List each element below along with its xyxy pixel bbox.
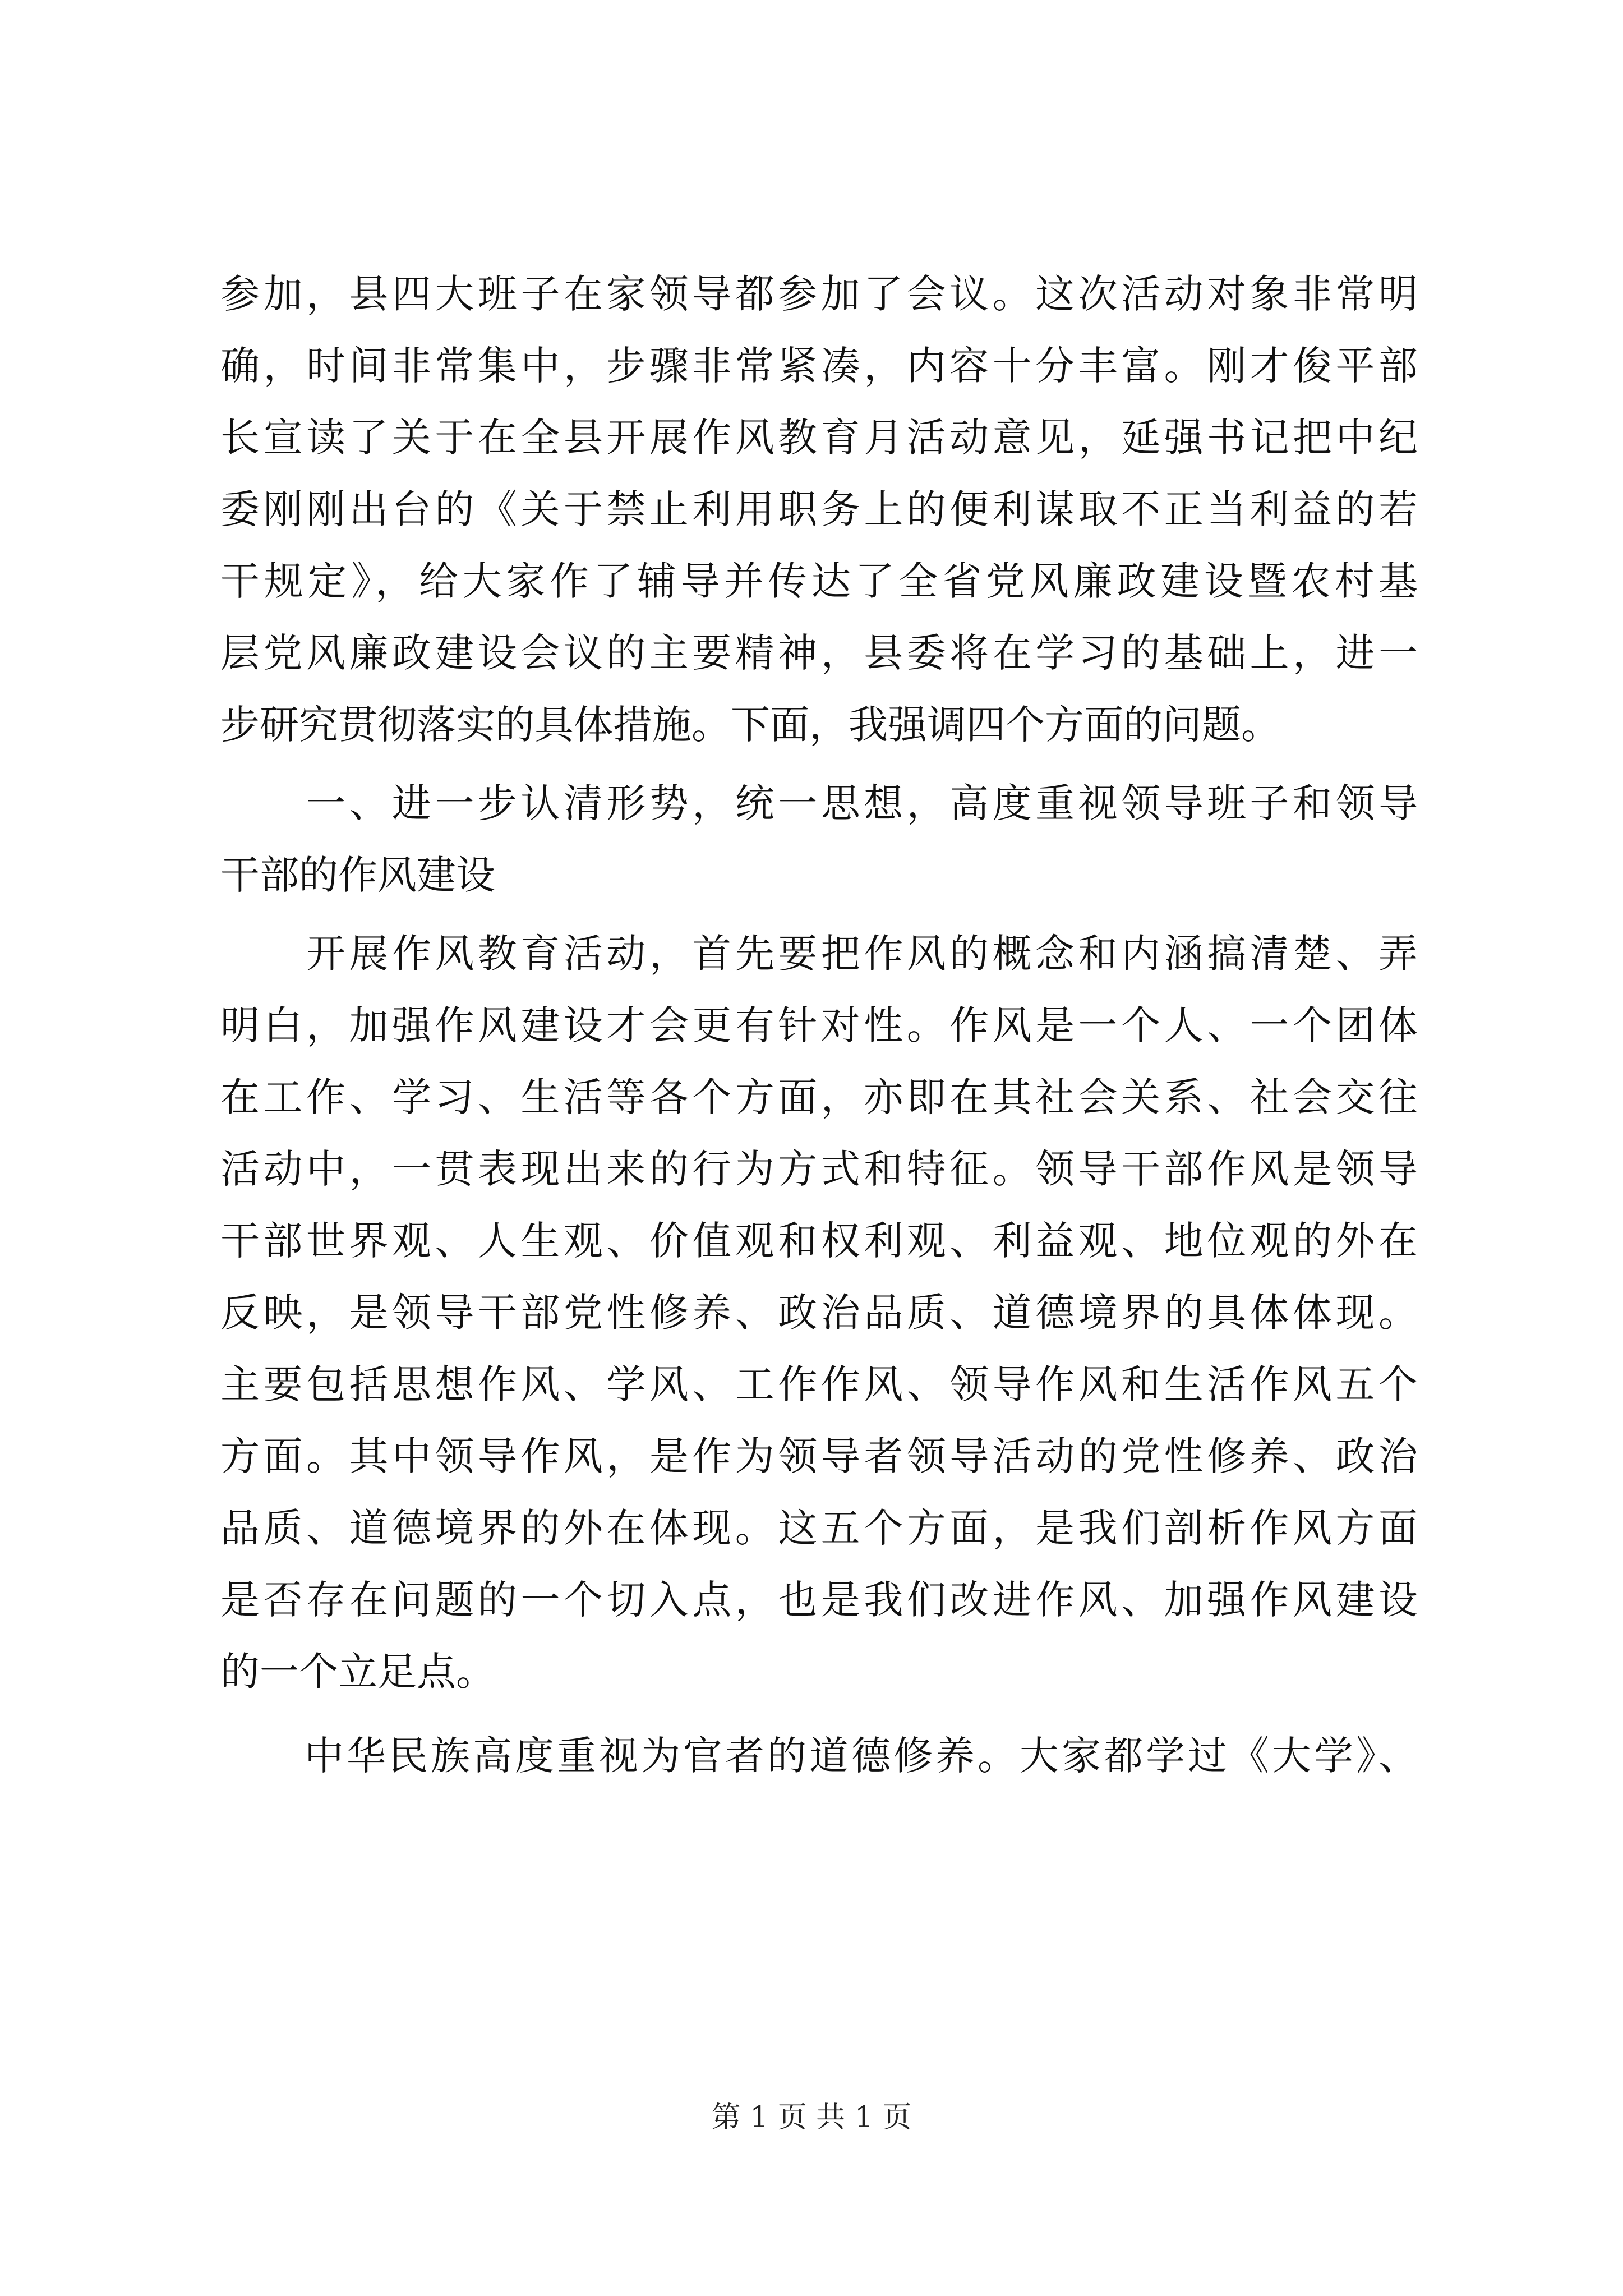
text-line: 品质、道德境界的外在体现。这五个方面，是我们剖析作风方面 (220, 1505, 1418, 1551)
text-line: 确，时间非常集中，步骤非常紧凑，内容十分丰富。刚才俊平部 (220, 343, 1418, 389)
body-text (220, 258, 1418, 1792)
text-line: 层党风廉政建设会议的主要精神，县委将在学习的基础上，进一 (220, 630, 1418, 676)
text-line: 在工作、学习、生活等各个方面，亦即在其社会关系、社会交往 (220, 1074, 1418, 1120)
text-line: 主要包括思想作风、学风、工作作风、领导作风和生活作风五个 (220, 1361, 1418, 1407)
text-line: 活动中，一贯表现出来的行为方式和特征。领导干部作风是领导 (220, 1146, 1418, 1192)
text-line: 是否存在问题的一个切入点，也是我们改进作风、加强作风建设 (220, 1577, 1418, 1623)
section-heading-line: 一、进一步认清形势，统一思想，高度重视领导班子和领导 (220, 780, 1418, 826)
text-line: 的一个立足点。 (220, 1649, 495, 1695)
text-line: 明白，加强作风建设才会更有针对性。作风是一个人、一个团体 (220, 1002, 1418, 1048)
text-line: 方面。其中领导作风，是作为领导者领导活动的党性修养、政治 (220, 1433, 1418, 1479)
section-heading-line: 干部的作风建设 (220, 852, 495, 898)
text-line: 开展作风教育活动，首先要把作风的概念和内涵搞清楚、弄 (220, 931, 1418, 977)
page-footer: 第 1 页 共 1 页 (711, 2101, 912, 2134)
text-line: 长宣读了关于在全县开展作风教育月活动意见，延强书记把中纪 (220, 415, 1418, 461)
text-line: 步研究贯彻落实的具体措施。下面，我强调四个方面的问题。 (220, 702, 1280, 748)
text-line: 干规定》，给大家作了辅导并传达了全省党风廉政建设暨农村基 (220, 558, 1418, 604)
text-line: 委刚刚出台的《关于禁止利用职务上的便利谋取不正当利益的若 (220, 486, 1418, 532)
text-line: 反映，是领导干部党性修养、政治品质、道德境界的具体体现。 (220, 1290, 1418, 1336)
text-line: 中华民族高度重视为官者的道德修养。大家都学过《大学》、 (220, 1733, 1418, 1779)
text-line: 参加，县四大班子在家领导都参加了会议。这次活动对象非常明 (220, 271, 1418, 317)
text-line: 干部世界观、人生观、价值观和权利观、利益观、地位观的外在 (220, 1218, 1418, 1264)
